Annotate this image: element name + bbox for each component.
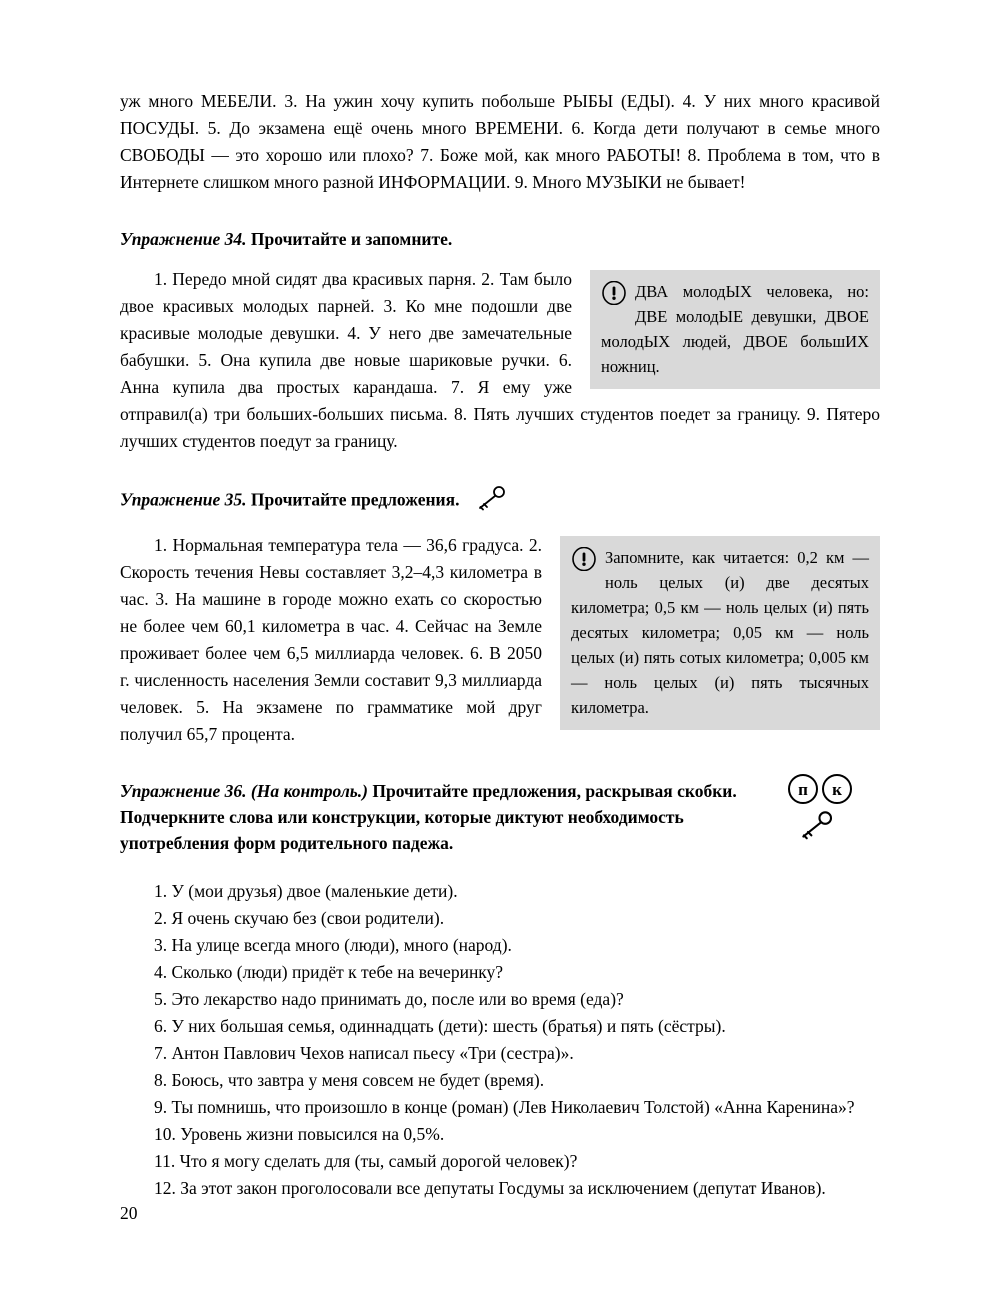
list-item: 3. На улице всегда много (люди), много (народ). (154, 935, 512, 955)
exercise-36-title: Прочитайте предложения, раскрывая скобки. Подчеркните слова или конструкции, которые диктуют необходимость употребления форм родительного падежа. (120, 781, 737, 853)
list-item: 12. За этот закон проголосовали все депутаты Госдумы за исключением (депутат Иванов). (154, 1178, 826, 1198)
badge-writing-icon: к (822, 774, 852, 804)
note-35-text: Запомните, как читается: 0,2 км — ноль целых (и) две десятых километра; 0,5 км — ноль целых (и) пять десятых километра; 0,05 км — ноль целых (и) пять сотых километра; 0,005 км — ноль целых (и) пять тысячных километра. (571, 548, 869, 717)
exercise-34-body: 1. Передо мной сидят два красивых парня. 2. Там было двое красивых молодых парней. 3. Ко мне подошли две красивые молодые девушки. 4. У него две замечательные бабушки. 5. Она купила две новые шариковые ручки. 6. Анна купила два простых карандаша. 7. Я ему уже отправил(а) три больших-больших письма. 8. Пять лучших студентов поедет за границу. 9. Пятеро лучших студентов поедут за границу. (120, 269, 880, 451)
list-item: 10. Уровень жизни повысился на 0,5%. (154, 1124, 445, 1144)
note-34-text: ДВА молодЫХ человека, но: ДВЕ молодЫЕ девушки, ДВОЕ молодЫХ людей, ДВОЕ большИХ ножниц. (601, 282, 869, 376)
spacer (120, 455, 880, 485)
spacer (120, 252, 880, 266)
exercise-34-number: Упражнение 34. (120, 229, 247, 249)
list-item: 7. Антон Павлович Чехов написал пьесу «Три (сестра)». (154, 1043, 574, 1063)
spacer (120, 748, 880, 778)
spacer (120, 518, 880, 532)
list-item: 4. Сколько (люди) придёт к тебе на вечеринку? (154, 962, 504, 982)
exercise-36-control-label: (На контроль.) (250, 781, 369, 801)
note-box-34 (590, 270, 880, 389)
list-item: 11. Что я могу сделать для (ты, самый дорогой человек)? (154, 1151, 578, 1171)
exercise-36-heading (120, 778, 780, 856)
note-box-35 (560, 536, 880, 730)
list-item: 2. Я очень скучаю без (свои родители). (154, 908, 445, 928)
list-item: 1. У (мои друзья) двое (маленькие дети). (154, 881, 458, 901)
exclamation-mark-icon (571, 547, 597, 571)
exercise-36-heading-wrap (120, 778, 880, 856)
list-item: 6. У них большая семья, одиннадцать (дети): шесть (братья) и пять (сёстры). (154, 1016, 726, 1036)
page-number: 20 (120, 1203, 138, 1223)
top-paragraph: уж много МЕБЕЛИ. 3. На ужин хочу купить побольше РЫБЫ (ЕДЫ). 4. У них много красивой ПОСУДЫ. 5. До экзамена ещё очень много ВРЕМЕНИ. 6. Когда дети получают в семье много СВОБОДЫ — это хорошо или плохо? 7. Боже мой, как много РАБОТЫ! 8. Проблема в том, что в Интернете слишком много разной ИНФОРМАЦИИ. 9. Много МУЗЫКИ не бывает! (120, 91, 880, 192)
exercise-35-block (120, 532, 880, 748)
document-page (120, 88, 880, 1202)
badge-listening-icon: п (788, 774, 818, 804)
exercise-34-heading (120, 226, 880, 252)
exercise-35-number: Упражнение 35. (120, 489, 247, 510)
exercise-36-list (120, 878, 880, 1202)
key-icon (796, 810, 880, 845)
exclamation-mark-icon (601, 281, 627, 305)
list-item: 5. Это лекарство надо принимать до, после или во время (еда)? (154, 989, 624, 1009)
list-item: 9. Ты помнишь, что произошло в конце (роман) (Лев Николаевич Толстой) «Анна Каренина»? (154, 1097, 855, 1117)
exercise-34-block (120, 266, 880, 455)
key-icon (474, 485, 508, 518)
exercise-35-heading (120, 485, 880, 518)
exercise-36-badges (788, 774, 880, 862)
exercise-35-title: Прочитайте предложения. (250, 489, 460, 510)
exercise-35-body: 1. Нормальная температура тела — 36,6 градуса. 2. Скорость течения Невы составляет 3,2–4,3 километра в час. 3. На машине в городе можно ехать со скоростью не более чем 60,1 километра в час. 4. Сейчас на Земле проживает более чем 6,5 миллиарда человек. 6. В 2050 г. численность населения Земли составит 9,3 миллиарда человек. 5. На экзамене по грамматике мой друг получил 65,7 процента. (120, 535, 542, 744)
exercise-34-title: Прочитайте и запомните. (250, 229, 453, 249)
exercise-36-number: Упражнение 36. (120, 781, 247, 801)
list-item: 8. Боюсь, что завтра у меня совсем не будет (время). (154, 1070, 545, 1090)
spacer (120, 856, 880, 878)
spacer (120, 196, 880, 226)
